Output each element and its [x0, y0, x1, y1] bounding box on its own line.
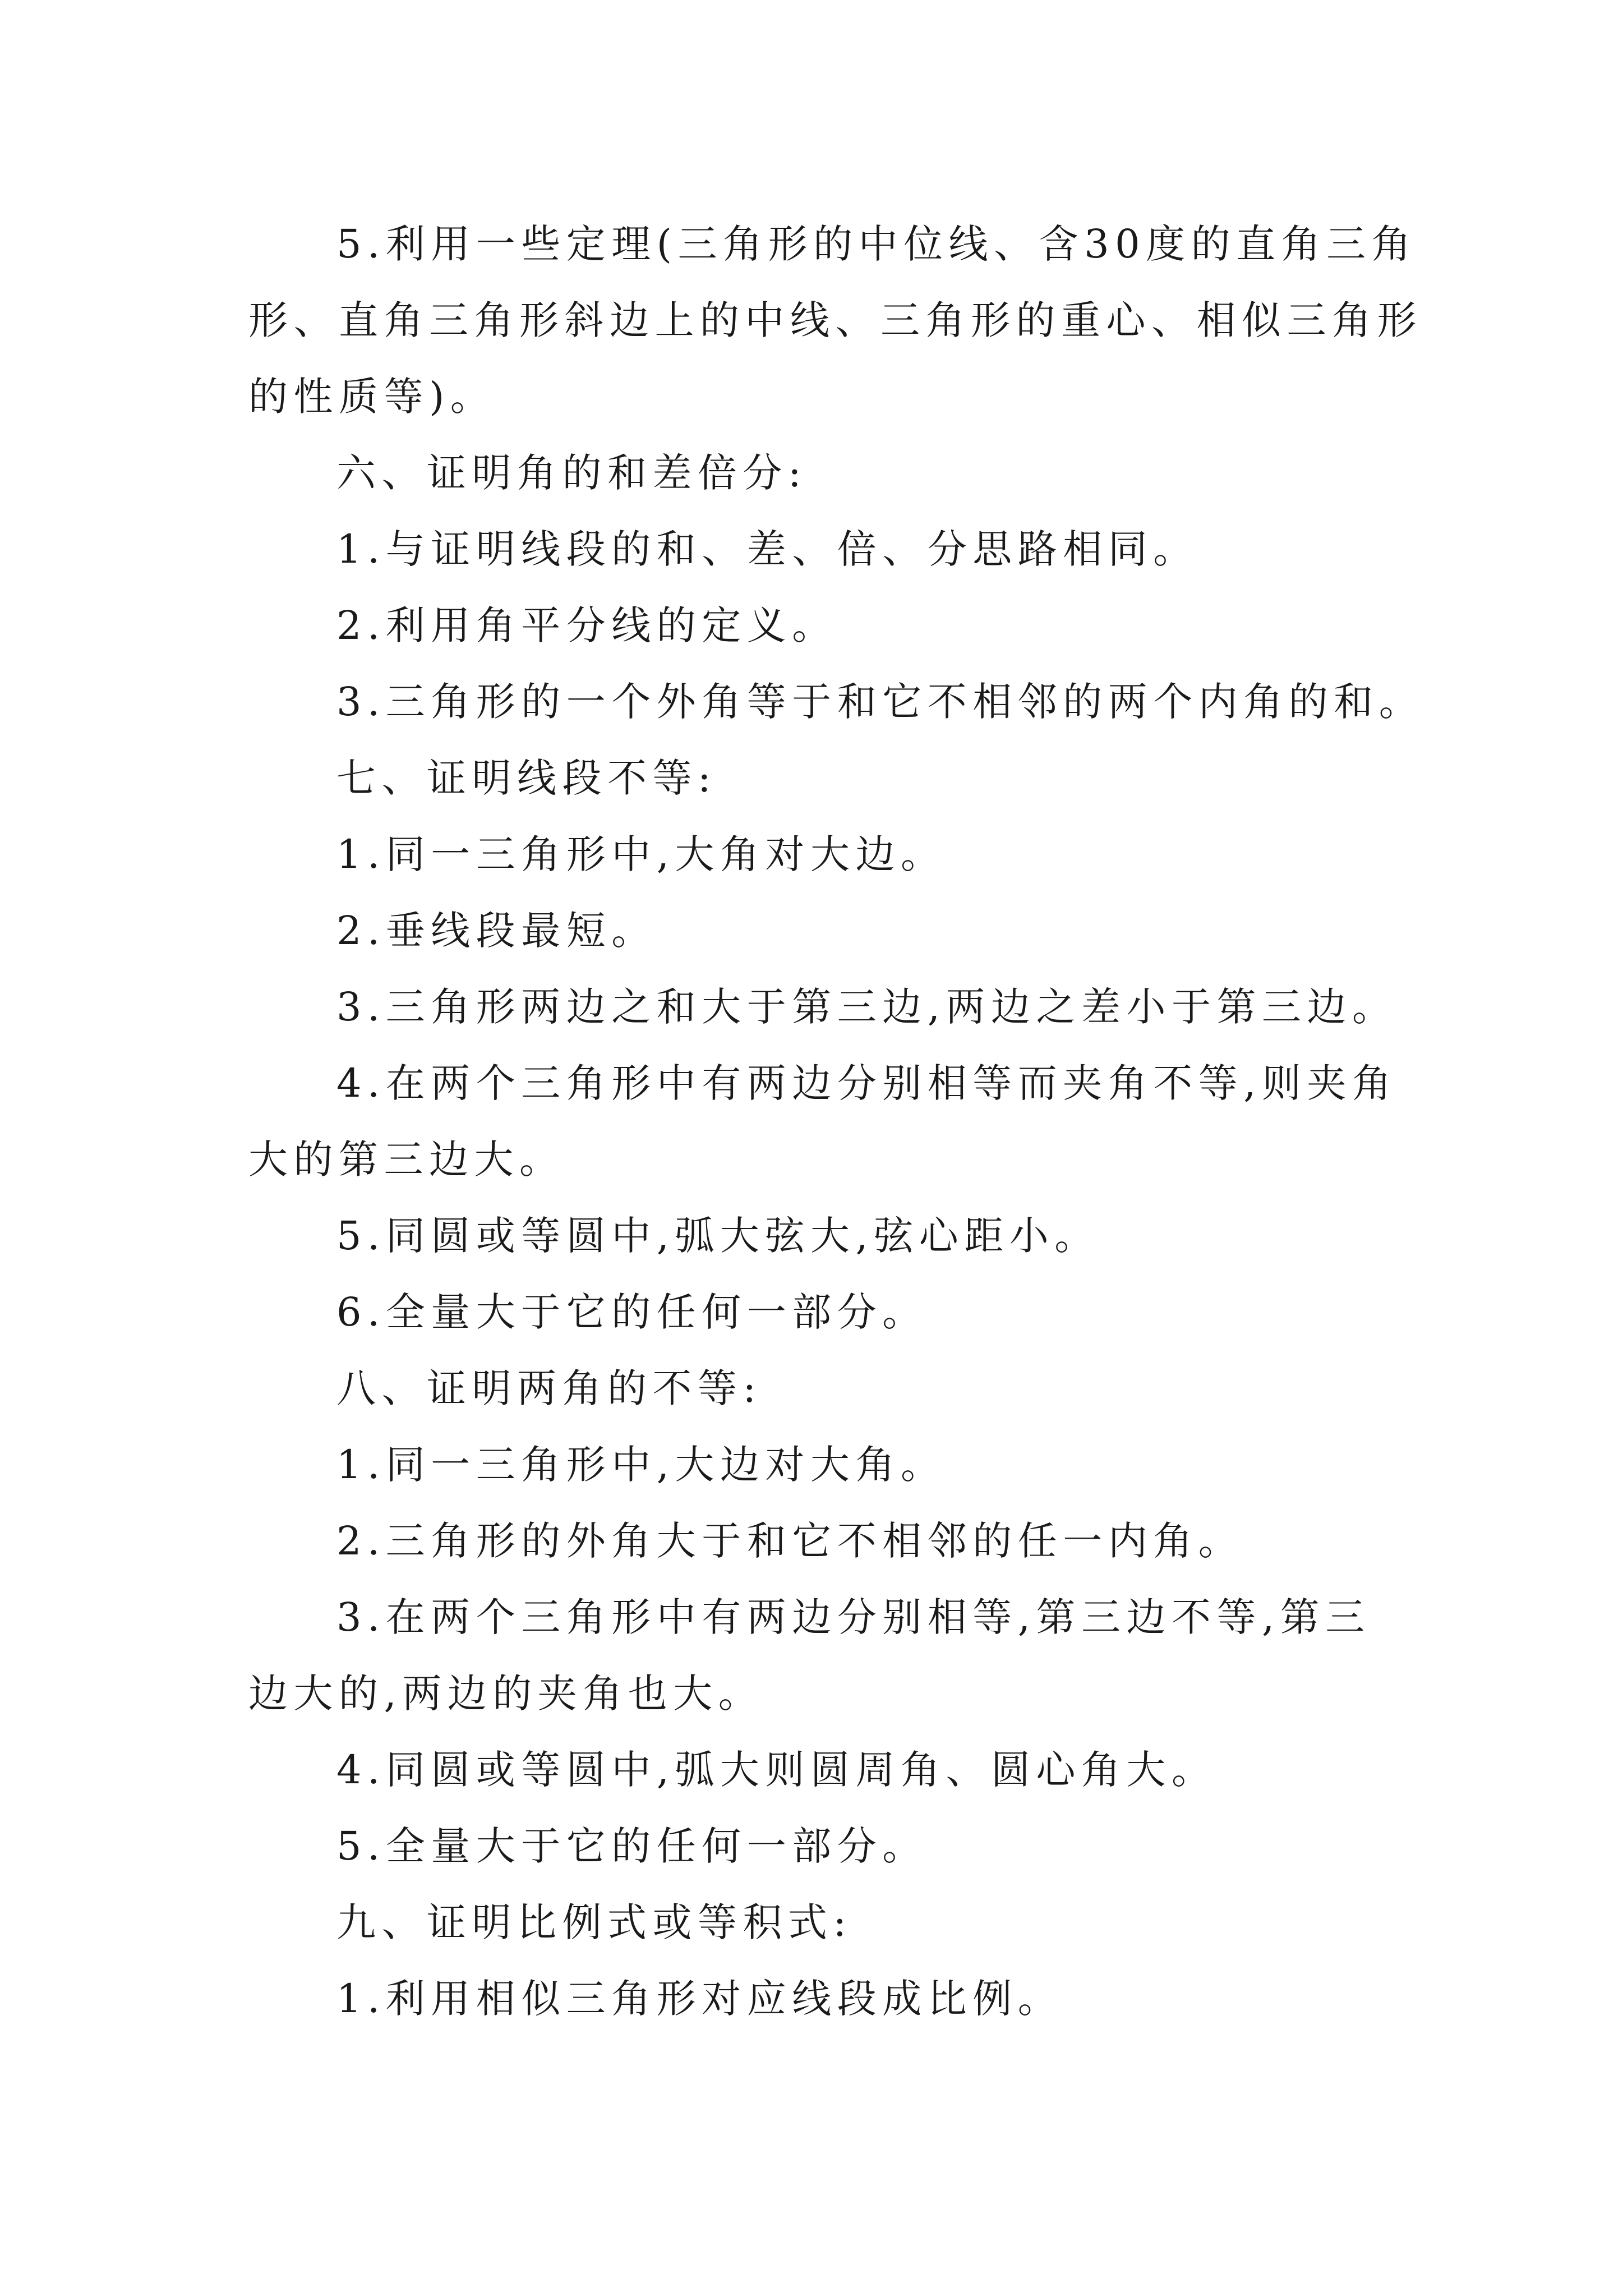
- text-line: 1.同一三角形中,大边对大角。: [336, 1442, 946, 1488]
- text-line: 2.三角形的外角大于和它不相邻的任一内角。: [336, 1518, 1244, 1564]
- text-line: 4.同圆或等圆中,弧大则圆周角、圆心角大。: [336, 1747, 1217, 1793]
- text-line: 3.在两个三角形中有两边分别相等,第三边不等,第三: [336, 1594, 1371, 1640]
- text-line: 1.利用相似三角形对应线段成比例。: [336, 1976, 1063, 2022]
- text-line: 1.同一三角形中,大角对大边。: [336, 831, 946, 877]
- text-line: 3.三角形的一个外角等于和它不相邻的两个内角的和。: [336, 679, 1424, 725]
- text-line: 4.在两个三角形中有两边分别相等而夹角不等,则夹角: [336, 1060, 1398, 1106]
- text-line: 5.全量大于它的任何一部分。: [336, 1823, 928, 1869]
- section-heading: 九、证明比例式或等积式:: [336, 1899, 852, 1945]
- text-line: 5.同圆或等圆中,弧大弦大,弦心距小。: [336, 1213, 1100, 1259]
- text-line: 6.全量大于它的任何一部分。: [336, 1289, 928, 1335]
- section-heading: 七、证明线段不等:: [336, 755, 717, 801]
- text-line: 5.利用一些定理(三角形的中位线、含30度的直角三角: [336, 221, 1417, 267]
- text-line: 3.三角形两边之和大于第三边,两边之差小于第三边。: [336, 984, 1398, 1030]
- section-heading: 八、证明两角的不等:: [336, 1365, 762, 1411]
- section-heading: 六、证明角的和差倍分:: [336, 450, 808, 496]
- text-line: 大的第三边大。: [248, 1137, 565, 1182]
- text-line: 形、直角三角形斜边上的中线、三角形的重心、相似三角形: [248, 297, 1422, 343]
- text-line: 1.与证明线段的和、差、倍、分思路相同。: [336, 526, 1198, 572]
- text-line: 2.垂线段最短。: [336, 908, 657, 954]
- text-line: 边大的,两边的夹角也大。: [248, 1671, 764, 1717]
- text-line: 2.利用角平分线的定义。: [336, 602, 837, 648]
- text-line: 的性质等)。: [248, 374, 496, 420]
